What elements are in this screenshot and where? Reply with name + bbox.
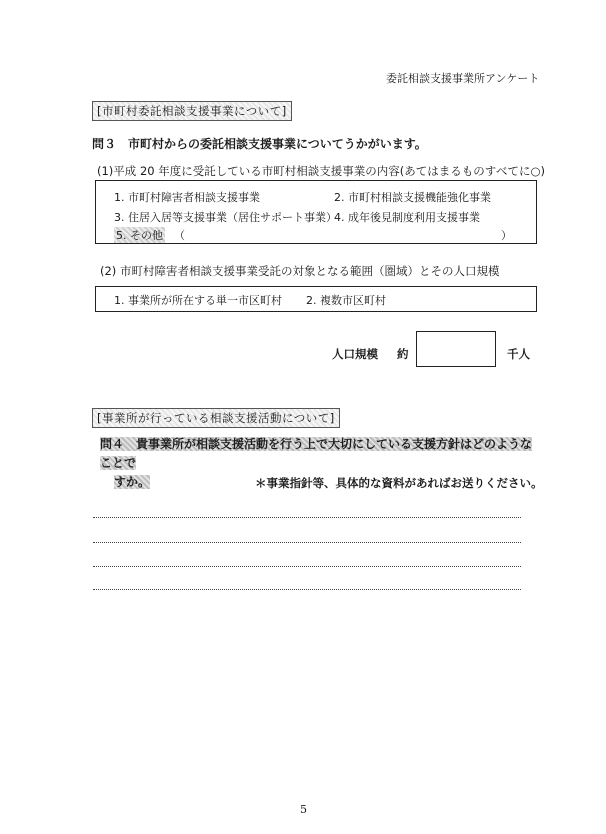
answer-line[interactable] (93, 566, 521, 567)
question-3-2-label: (2) 市町村障害者相談支援事業受託の対象となる範囲（圏域）とその人口規模 (100, 264, 500, 278)
question-3-1-label: (1)平成 20 年度に受託している市町村相談支援事業の内容(あてはまるものすべてに○) (97, 164, 546, 178)
population-size-label: 人口規模 (332, 347, 378, 361)
other-open-paren: （ (174, 229, 185, 242)
answer-line[interactable] (93, 589, 521, 590)
option-municipal-disability-consultation[interactable]: 1. 市町村障害者相談支援事業 (114, 191, 260, 204)
option-adult-guardianship-support[interactable]: 4. 成年後見制度利用支援事業 (334, 211, 480, 224)
question-4-title-line2: すか。 (114, 475, 151, 489)
question-3-1-options-box (95, 180, 537, 244)
question-3-2-options-box (95, 286, 537, 312)
option-consultation-function-strengthening[interactable]: 2. 市町村相談支援機能強化事業 (334, 191, 491, 204)
question-3-title: 問３ 市町村からの委託相談支援事業についてうかがいます。 (92, 137, 427, 151)
population-input-box[interactable] (416, 331, 496, 367)
option-other[interactable]: 5. その他 (116, 229, 163, 242)
other-close-paren: ） (501, 229, 512, 242)
survey-header-title: 委託相談支援事業所アンケート (386, 72, 540, 85)
page-number: 5 (300, 803, 307, 816)
option-multiple-municipalities[interactable]: 2. 複数市区町村 (306, 294, 386, 307)
question-4-note: ＊事業指針等、具体的な資料があればお送りください。 (255, 476, 543, 490)
question-4-title-line1: 問４ 貴事業所が相談支援活動を行う上で大切にしている支援方針はどのようなことで (100, 437, 533, 470)
section-heading-consultation-activities: [事業所が行っている相談支援活動について] (92, 408, 340, 428)
answer-line[interactable] (93, 517, 521, 518)
section-heading-municipal-contract: [市町村委託相談支援事業について] (92, 101, 292, 121)
answer-line[interactable] (93, 542, 521, 543)
option-single-municipality[interactable]: 1. 事業所が所在する単一市区町村 (114, 294, 282, 307)
unit-label: 千人 (507, 347, 530, 361)
option-housing-support[interactable]: 3. 住居入居等支援事業（居住サポート事業） (114, 211, 337, 224)
approx-label: 約 (397, 347, 409, 361)
